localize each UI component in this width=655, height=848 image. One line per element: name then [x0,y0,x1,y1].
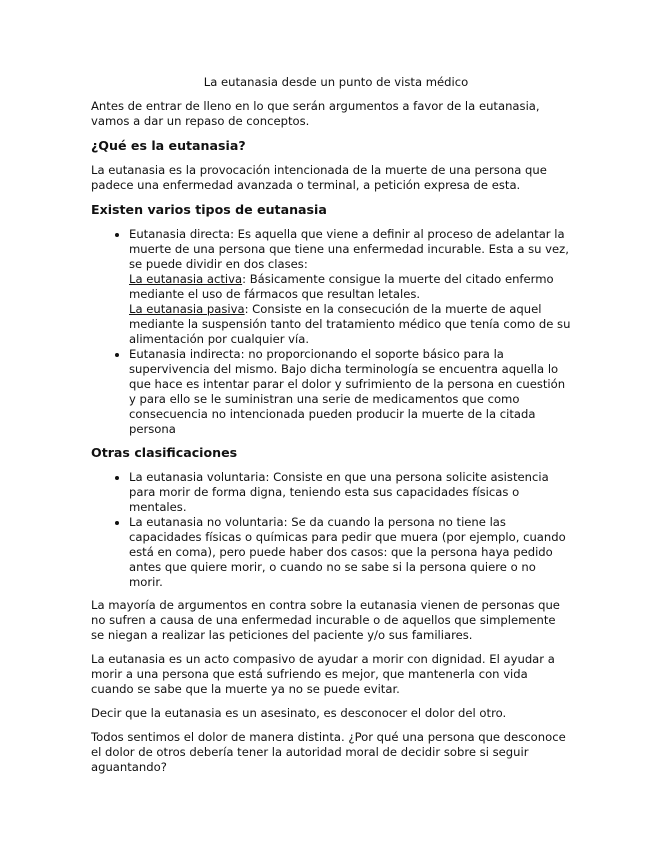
sub-item-desc: : Consiste en la consecución de la muerte de aquel mediante la suspensión tanto del tratamiento médico que tenía como de su alimentación por cualquier vía. [129,302,571,346]
list-item-eutanasia-indirecta: • Eutanasia indirecta: no proporcionando el soporte básico para la supervivencia del mismo. Bajo dicha terminología se encuentra aquella lo que hace es intentar parar el dolor y sufrimiento de la persona en cuestión y para ello se le suministran una serie de medicamentos que como consecuencia no intencionada pueden producir la muerte de la citada persona [129,347,571,437]
sub-item-term: La eutanasia activa [129,272,243,286]
list-item-eutanasia-voluntaria: • La eutanasia voluntaria: Consiste en que una persona solicite asistencia para morir de forma digna, teniendo esta sus capacidades físicas o mentales. [129,470,571,515]
list-item-text: Eutanasia directa: Es aquella que viene a definir al proceso de adelantar la muerte de una persona que tiene una enfermedad incurable. Esta a su vez, se puede dividir en dos clases: [129,227,569,271]
sub-item-desc: : Básicamente consigue la muerte del citado enfermo mediante el uso de fármacos que resultan letales. [129,272,554,301]
tipos-list [91,227,571,437]
section-heading-tipos: Existen varios tipos de eutanasia [91,202,327,217]
sub-item-eutanasia-pasiva [129,302,571,347]
list-item-eutanasia-directa [129,227,571,347]
paragraph-dolor: Todos sentimos el dolor de manera distinta. ¿Por qué una persona que desconoce el dolor de otros debería tener la autoridad moral de decidir sobre si seguir aguantando? [91,730,566,774]
section-heading-otras: Otras clasificaciones [91,445,238,460]
document-title: La eutanasia desde un punto de vista médico [203,75,469,89]
paragraph-acto-compasivo: La eutanasia es un acto compasivo de ayudar a morir con dignidad. El ayudar a morir a una persona que está sufriendo es mejor, que mantenerla con vida cuando se sabe que la muerte ya no se puede evitar. [91,652,555,696]
paragraph-asesinato: Decir que la eutanasia es un asesinato, es desconocer el dolor del otro. [91,706,507,720]
section-heading-que-es: ¿Qué es la eutanasia? [91,138,246,153]
document-body [91,75,571,784]
intro-paragraph: Antes de entrar de lleno en lo que serán argumentos a favor de la eutanasia, vamos a dar un repaso de conceptos. [91,99,540,128]
sub-item-eutanasia-activa [129,272,571,302]
sub-item-term: La eutanasia pasiva [129,302,245,316]
list-item-eutanasia-no-voluntaria: • La eutanasia no voluntaria: Se da cuando la persona no tiene las capacidades físicas o químicas para pedir que muera (por ejemplo, cuando está en coma), pero puede haber dos casos: que la persona haya pedido antes que quiere morir, o cuando no se sabe si la persona quiere o no morir. [129,515,571,590]
paragraph-argumentos-contra: La mayoría de argumentos en contra sobre la eutanasia vienen de personas que no sufren a causa de una enfermedad incurable o de aquellos que simplemente se niegan a realizar las peticiones del paciente y/o sus familiares. [91,598,560,642]
otras-list [91,470,571,590]
definition-paragraph: La eutanasia es la provocación intencionada de la muerte de una persona que padece una enfermedad avanzada o terminal, a petición expresa de esta. [91,163,547,192]
